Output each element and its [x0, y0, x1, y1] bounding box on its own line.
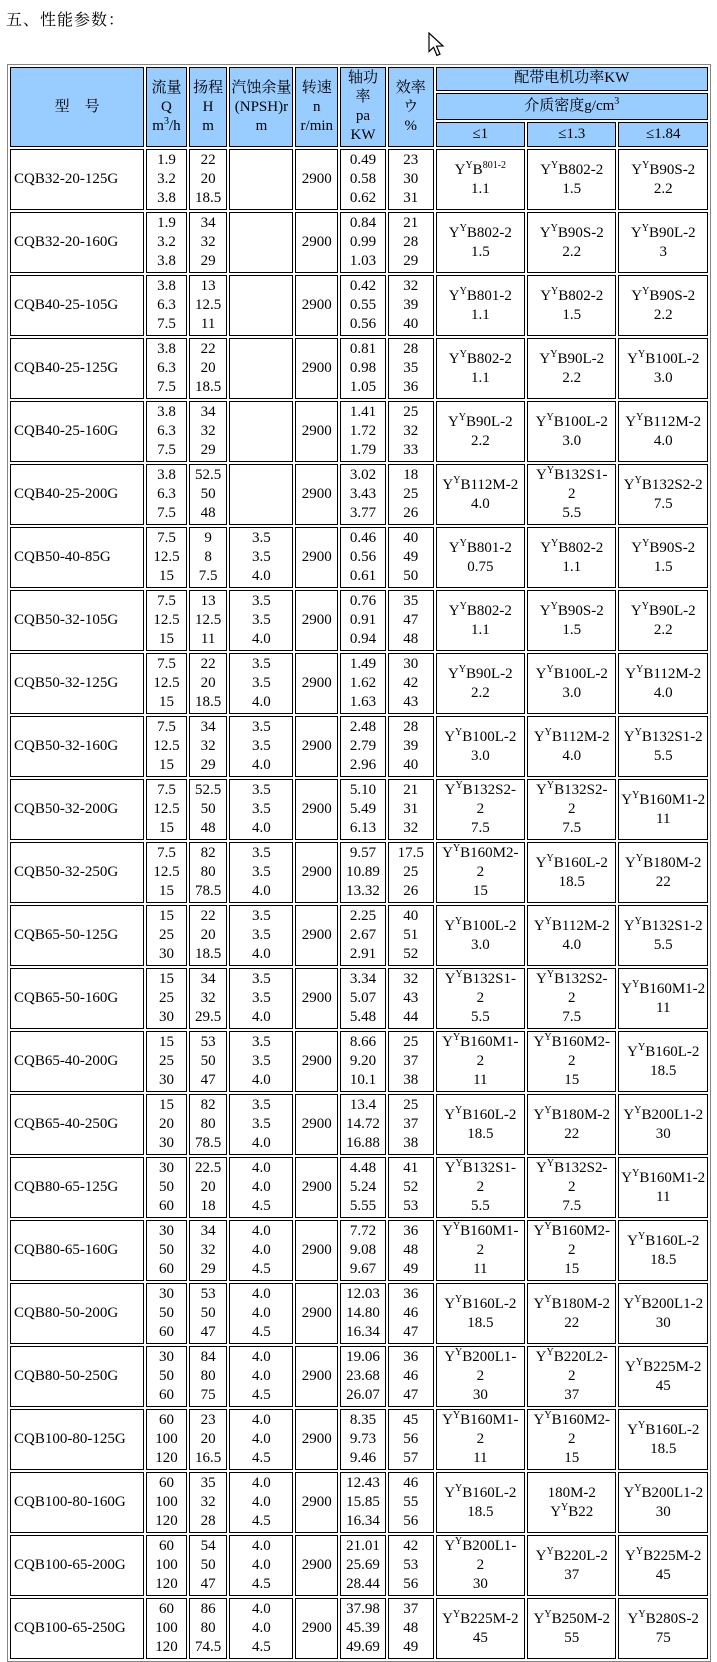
section-title: 五、性能参数：	[6, 12, 126, 29]
power-cell: 0.81 0.98 1.05	[340, 338, 386, 399]
header-density-col-2: ≤1.3	[527, 122, 616, 147]
speed-cell: 2900	[295, 1346, 338, 1407]
motor-cell-3: $Y^YB90L-2$ 3	[618, 212, 708, 273]
model-cell: CQB100-65-200G	[10, 1535, 144, 1596]
npsh-cell: 3.5 3.5 4.0	[229, 1094, 293, 1155]
npsh-cell: 4.0 4.0 4.5	[229, 1283, 293, 1344]
efficiency-cell: 21 31 32	[388, 779, 434, 840]
motor-cell-1: $Y^YB90L-2$ 2.2	[436, 653, 525, 714]
speed-cell: 2900	[295, 1283, 338, 1344]
motor-cell-3: $Y^YB90L-2$ 2.2	[618, 590, 708, 651]
model-cell: CQB50-32-105G	[10, 590, 144, 651]
npsh-cell	[229, 401, 293, 462]
speed-cell: 2900	[295, 842, 338, 903]
motor-cell-1: $Y^YB160M1-$ 2 11	[436, 1220, 525, 1281]
head-cell: 34 32 29	[189, 716, 228, 777]
efficiency-cell: 41 52 53	[388, 1157, 434, 1218]
power-cell: 9.57 10.89 13.32	[340, 842, 386, 903]
motor-cell-1: $Y^YB160M1-$ 2 11	[436, 1409, 525, 1470]
power-cell: 8.66 9.20 10.1	[340, 1031, 386, 1092]
motor-cell-3: $Y^YB180M-2$ 22	[618, 842, 708, 903]
speed-cell: 2900	[295, 1409, 338, 1470]
header-shaft-power: 轴功 率 pa KW	[340, 67, 386, 147]
motor-cell-2: $Y^YB160L-2$ 18.5	[527, 842, 616, 903]
table-row	[10, 212, 708, 273]
speed-cell: 2900	[295, 1598, 338, 1659]
motor-cell-3: $Y^YB112M-2$ 4.0	[618, 401, 708, 462]
power-cell: 4.48 5.24 5.55	[340, 1157, 386, 1218]
table-row	[10, 716, 708, 777]
efficiency-cell: 28 39 40	[388, 716, 434, 777]
efficiency-cell: 40 49 50	[388, 527, 434, 588]
model-cell: CQB80-65-160G	[10, 1220, 144, 1281]
efficiency-cell: 42 53 56	[388, 1535, 434, 1596]
model-cell: CQB50-32-250G	[10, 842, 144, 903]
motor-cell-2: $Y^YB160M2-$ 2 15	[527, 1031, 616, 1092]
npsh-cell: 3.5 3.5 4.0	[229, 653, 293, 714]
head-cell: 34 32 29	[189, 212, 228, 273]
mouse-cursor-icon	[428, 32, 445, 58]
head-cell: 34 32 29	[189, 401, 228, 462]
motor-cell-2: $Y^YB802-2$ 1.1	[527, 527, 616, 588]
motor-cell-3: $Y^YB225M-2$ 45	[618, 1346, 708, 1407]
table-row	[10, 968, 708, 1029]
npsh-cell: 4.0 4.0 4.5	[229, 1346, 293, 1407]
header-medium-density: 介质密度$g/cm^3$	[436, 93, 708, 120]
model-cell: CQB40-25-105G	[10, 275, 144, 336]
table-row	[10, 905, 708, 966]
motor-cell-3: $Y^YB280S-2$ 75	[618, 1598, 708, 1659]
head-cell: 22.5 20 18	[189, 1157, 228, 1218]
motor-cell-3: $Y^YB132S2-2$ 7.5	[618, 464, 708, 525]
motor-cell-1: $Y^YB^{801-2}$ 1.1	[436, 149, 525, 210]
model-cell: CQB50-32-125G	[10, 653, 144, 714]
efficiency-cell: 25 37 38	[388, 1031, 434, 1092]
model-cell: CQB65-40-250G	[10, 1094, 144, 1155]
efficiency-cell: 36 46 47	[388, 1346, 434, 1407]
motor-cell-2: $Y^YB112M-2$ 4.0	[527, 716, 616, 777]
head-cell: 52.5 50 48	[189, 464, 228, 525]
flow-cell: 7.5 12.5 15	[146, 653, 187, 714]
power-cell: 2.48 2.79 2.96	[340, 716, 386, 777]
motor-cell-2: $Y^YB160M2-$ 2 15	[527, 1409, 616, 1470]
motor-cell-3: $Y^YB200L1-2$ 30	[618, 1094, 708, 1155]
table-row	[10, 401, 708, 462]
motor-cell-3: $Y^YB112M-2$ 4.0	[618, 653, 708, 714]
table-row	[10, 1094, 708, 1155]
motor-cell-1: $Y^YB160L-2$ 18.5	[436, 1094, 525, 1155]
model-cell: CQB40-25-160G	[10, 401, 144, 462]
power-cell: 21.01 25.69 28.44	[340, 1535, 386, 1596]
power-cell: 0.84 0.99 1.03	[340, 212, 386, 273]
motor-cell-1: $Y^YB200L1-$ 2 30	[436, 1346, 525, 1407]
npsh-cell: 4.0 4.0 4.5	[229, 1535, 293, 1596]
table-row	[10, 149, 708, 210]
motor-cell-3: $Y^YB160M1-2$ 11	[618, 779, 708, 840]
motor-cell-2: $Y^YB180M-2$ 22	[527, 1094, 616, 1155]
flow-cell: 15 25 30	[146, 905, 187, 966]
model-cell: CQB40-25-125G	[10, 338, 144, 399]
head-cell: 54 50 47	[189, 1535, 228, 1596]
npsh-cell	[229, 464, 293, 525]
table-row	[10, 653, 708, 714]
power-cell: 19.06 23.68 26.07	[340, 1346, 386, 1407]
motor-cell-2: $Y^YB802-2$ 1.5	[527, 275, 616, 336]
speed-cell: 2900	[295, 338, 338, 399]
npsh-cell: 3.5 3.5 4.0	[229, 905, 293, 966]
model-cell: CQB100-80-125G	[10, 1409, 144, 1470]
power-cell: 0.42 0.55 0.56	[340, 275, 386, 336]
flow-cell: 60 100 120	[146, 1472, 187, 1533]
motor-cell-1: $Y^YB160L-2$ 18.5	[436, 1283, 525, 1344]
npsh-cell: 3.5 3.5 4.0	[229, 1031, 293, 1092]
npsh-cell	[229, 149, 293, 210]
model-cell: CQB100-80-160G	[10, 1472, 144, 1533]
header-flow: 流量 Q $m^3/h$	[146, 67, 187, 147]
motor-cell-2: $Y^YB132S2-$ 2 7.5	[527, 1157, 616, 1218]
motor-cell-2: $Y^YB100L-2$ 3.0	[527, 653, 616, 714]
head-cell: 9 8 7.5	[189, 527, 228, 588]
head-cell: 13 12.5 11	[189, 275, 228, 336]
motor-cell-2: $Y^YB100L-2$ 3.0	[527, 401, 616, 462]
head-cell: 23 20 16.5	[189, 1409, 228, 1470]
power-cell: 2.25 2.67 2.91	[340, 905, 386, 966]
power-cell: 1.41 1.72 1.79	[340, 401, 386, 462]
motor-cell-1: $Y^YB225M-2$ 45	[436, 1598, 525, 1659]
flow-cell: 15 20 30	[146, 1094, 187, 1155]
efficiency-cell: 32 39 40	[388, 275, 434, 336]
motor-cell-2: $Y^YB180M-2$ 22	[527, 1283, 616, 1344]
npsh-cell: 4.0 4.0 4.5	[229, 1157, 293, 1218]
motor-cell-1: $Y^YB160M2-$ 2 15	[436, 842, 525, 903]
motor-cell-1: $Y^YB112M-2$ 4.0	[436, 464, 525, 525]
efficiency-cell: 18 25 26	[388, 464, 434, 525]
motor-cell-1: $Y^YB802-2$ 1.1	[436, 590, 525, 651]
motor-cell-1: $Y^YB801-2$ 0.75	[436, 527, 525, 588]
npsh-cell: 3.5 3.5 4.0	[229, 527, 293, 588]
table-row	[10, 590, 708, 651]
header-npsh: 汽蚀余量 (NPSH)r m	[229, 67, 293, 147]
npsh-cell	[229, 275, 293, 336]
speed-cell: 2900	[295, 527, 338, 588]
efficiency-cell: 46 55 56	[388, 1472, 434, 1533]
efficiency-cell: 45 56 57	[388, 1409, 434, 1470]
efficiency-cell: 37 48 49	[388, 1598, 434, 1659]
flow-cell: 3.8 6.3 7.5	[146, 464, 187, 525]
motor-cell-3: $Y^YB160M1-2$ 11	[618, 1157, 708, 1218]
speed-cell: 2900	[295, 1535, 338, 1596]
motor-cell-1: $Y^YB802-2$ 1.5	[436, 212, 525, 273]
npsh-cell: 3.5 3.5 4.0	[229, 779, 293, 840]
model-cell: CQB100-65-250G	[10, 1598, 144, 1659]
head-cell: 34 32 29	[189, 1220, 228, 1281]
flow-cell: 60 100 120	[146, 1409, 187, 1470]
model-cell: CQB50-32-160G	[10, 716, 144, 777]
head-cell: 86 80 74.5	[189, 1598, 228, 1659]
flow-cell: 60 100 120	[146, 1598, 187, 1659]
model-cell: CQB80-65-125G	[10, 1157, 144, 1218]
efficiency-cell: 40 51 52	[388, 905, 434, 966]
motor-cell-3: $Y^YB132S1-2$ 5.5	[618, 905, 708, 966]
motor-cell-1: $Y^YB801-2$ 1.1	[436, 275, 525, 336]
motor-cell-3: $Y^YB100L-2$ 3.0	[618, 338, 708, 399]
motor-cell-2: $Y^YB220L-2$ 37	[527, 1535, 616, 1596]
flow-cell: 7.5 12.5 15	[146, 842, 187, 903]
motor-cell-3: $Y^YB160L-2$ 18.5	[618, 1409, 708, 1470]
flow-cell: 30 50 60	[146, 1157, 187, 1218]
model-cell: CQB50-40-85G	[10, 527, 144, 588]
head-cell: 13 12.5 11	[189, 590, 228, 651]
table-row	[10, 779, 708, 840]
motor-cell-3: $Y^YB200L1-2$ 30	[618, 1283, 708, 1344]
head-cell: 53 50 47	[189, 1283, 228, 1344]
table-row	[10, 1472, 708, 1533]
head-cell: 35 32 28	[189, 1472, 228, 1533]
motor-cell-2: $Y^YB132S1-$ 2 5.5	[527, 464, 616, 525]
table-row	[10, 1283, 708, 1344]
flow-cell: 3.8 6.3 7.5	[146, 338, 187, 399]
power-cell: 0.49 0.58 0.62	[340, 149, 386, 210]
motor-cell-2: $Y^YB132S2-$ 2 7.5	[527, 779, 616, 840]
head-cell: 22 20 18.5	[189, 149, 228, 210]
head-cell: 82 80 78.5	[189, 1094, 228, 1155]
flow-cell: 30 50 60	[146, 1346, 187, 1407]
motor-cell-3: $Y^YB90S-2$ 1.5	[618, 527, 708, 588]
header-speed: 转速 n r/min	[295, 67, 338, 147]
npsh-cell: 3.5 3.5 4.0	[229, 590, 293, 651]
motor-cell-2: $Y^YB112M-2$ 4.0	[527, 905, 616, 966]
performance-table	[7, 64, 711, 1662]
flow-cell: 7.5 12.5 15	[146, 716, 187, 777]
flow-cell: 1.9 3.2 3.8	[146, 212, 187, 273]
table-row	[10, 275, 708, 336]
head-cell: 22 20 18.5	[189, 905, 228, 966]
power-cell: 1.49 1.62 1.63	[340, 653, 386, 714]
table-row	[10, 1031, 708, 1092]
motor-cell-2: $Y^YB90S-2$ 1.5	[527, 590, 616, 651]
model-cell: CQB65-50-160G	[10, 968, 144, 1029]
npsh-cell: 4.0 4.0 4.5	[229, 1409, 293, 1470]
power-cell: 13.4 14.72 16.88	[340, 1094, 386, 1155]
flow-cell: 1.9 3.2 3.8	[146, 149, 187, 210]
flow-cell: 15 25 30	[146, 1031, 187, 1092]
power-cell: 0.76 0.91 0.94	[340, 590, 386, 651]
speed-cell: 2900	[295, 653, 338, 714]
speed-cell: 2900	[295, 275, 338, 336]
flow-cell: 7.5 12.5 15	[146, 527, 187, 588]
head-cell: 22 20 18.5	[189, 653, 228, 714]
motor-cell-3: $Y^YB90S-2$ 2.2	[618, 149, 708, 210]
motor-cell-2: $Y^YB220L2-$ 2 37	[527, 1346, 616, 1407]
head-cell: 52.5 50 48	[189, 779, 228, 840]
motor-cell-3: $Y^YB132S1-2$ 5.5	[618, 716, 708, 777]
header-efficiency: 效率 ウ %	[388, 67, 434, 147]
motor-cell-1: $Y^YB802-2$ 1.1	[436, 338, 525, 399]
motor-cell-1: $Y^YB132S1-$ 2 5.5	[436, 968, 525, 1029]
npsh-cell: 3.5 3.5 4.0	[229, 716, 293, 777]
table-row	[10, 1409, 708, 1470]
motor-cell-1: $Y^YB132S1-$ 2 5.5	[436, 1157, 525, 1218]
speed-cell: 2900	[295, 1094, 338, 1155]
motor-cell-1: $Y^YB160M1-$ 2 11	[436, 1031, 525, 1092]
motor-cell-2: 180M-2 $Y^YB22$	[527, 1472, 616, 1533]
speed-cell: 2900	[295, 968, 338, 1029]
motor-cell-2: $Y^YB250M-2$ 55	[527, 1598, 616, 1659]
npsh-cell	[229, 212, 293, 273]
efficiency-cell: 36 46 47	[388, 1283, 434, 1344]
flow-cell: 3.8 6.3 7.5	[146, 401, 187, 462]
model-cell: CQB80-50-250G	[10, 1346, 144, 1407]
model-cell: CQB32-20-125G	[10, 149, 144, 210]
motor-cell-2: $Y^YB90L-2$ 2.2	[527, 338, 616, 399]
head-cell: 82 80 78.5	[189, 842, 228, 903]
speed-cell: 2900	[295, 149, 338, 210]
header-motor-power-group: 配带电机功率KW	[436, 67, 708, 91]
speed-cell: 2900	[295, 401, 338, 462]
efficiency-cell: 23 30 31	[388, 149, 434, 210]
efficiency-cell: 35 47 48	[388, 590, 434, 651]
table-row	[10, 464, 708, 525]
efficiency-cell: 21 28 29	[388, 212, 434, 273]
model-cell: CQB65-50-125G	[10, 905, 144, 966]
motor-cell-2: $Y^YB802-2$ 1.5	[527, 149, 616, 210]
flow-cell: 30 50 60	[146, 1220, 187, 1281]
motor-cell-2: $Y^YB160M2-$ 2 15	[527, 1220, 616, 1281]
efficiency-cell: 25 37 38	[388, 1094, 434, 1155]
table-row	[10, 1220, 708, 1281]
table-row	[10, 1598, 708, 1659]
power-cell: 7.72 9.08 9.67	[340, 1220, 386, 1281]
table-row	[10, 842, 708, 903]
model-cell: CQB80-50-200G	[10, 1283, 144, 1344]
speed-cell: 2900	[295, 779, 338, 840]
header-model: 型 号	[10, 67, 144, 147]
motor-cell-3: $Y^YB200L1-2$ 30	[618, 1472, 708, 1533]
motor-cell-2: $Y^YB132S2-$ 2 7.5	[527, 968, 616, 1029]
speed-cell: 2900	[295, 464, 338, 525]
speed-cell: 2900	[295, 905, 338, 966]
power-cell: 37.98 45.39 49.69	[340, 1598, 386, 1659]
speed-cell: 2900	[295, 716, 338, 777]
motor-cell-1: $Y^YB90L-2$ 2.2	[436, 401, 525, 462]
motor-cell-1: $Y^YB160L-2$ 18.5	[436, 1472, 525, 1533]
table-row	[10, 1157, 708, 1218]
speed-cell: 2900	[295, 1031, 338, 1092]
speed-cell: 2900	[295, 212, 338, 273]
motor-cell-3: $Y^YB90S-2$ 2.2	[618, 275, 708, 336]
power-cell: 8.35 9.73 9.46	[340, 1409, 386, 1470]
flow-cell: 30 50 60	[146, 1283, 187, 1344]
model-cell: CQB40-25-200G	[10, 464, 144, 525]
power-cell: 3.34 5.07 5.48	[340, 968, 386, 1029]
efficiency-cell: 17.5 25 26	[388, 842, 434, 903]
motor-cell-1: $Y^YB132S2-$ 2 7.5	[436, 779, 525, 840]
flow-cell: 3.8 6.3 7.5	[146, 275, 187, 336]
table-row	[10, 1535, 708, 1596]
table-row	[10, 1346, 708, 1407]
flow-cell: 7.5 12.5 15	[146, 590, 187, 651]
flow-cell: 60 100 120	[146, 1535, 187, 1596]
npsh-cell: 4.0 4.0 4.5	[229, 1472, 293, 1533]
head-cell: 53 50 47	[189, 1031, 228, 1092]
npsh-cell: 3.5 3.5 4.0	[229, 842, 293, 903]
efficiency-cell: 30 42 43	[388, 653, 434, 714]
power-cell: 3.02 3.43 3.77	[340, 464, 386, 525]
motor-cell-1: $Y^YB200L1-$ 2 30	[436, 1535, 525, 1596]
npsh-cell: 3.5 3.5 4.0	[229, 968, 293, 1029]
table-body	[10, 67, 708, 1659]
speed-cell: 2900	[295, 1472, 338, 1533]
npsh-cell	[229, 338, 293, 399]
flow-cell: 15 25 30	[146, 968, 187, 1029]
efficiency-cell: 36 48 49	[388, 1220, 434, 1281]
speed-cell: 2900	[295, 1220, 338, 1281]
header-density-col-1: ≤1	[436, 122, 525, 147]
flow-cell: 7.5 12.5 15	[146, 779, 187, 840]
power-cell: 5.10 5.49 6.13	[340, 779, 386, 840]
motor-cell-3: $Y^YB160L-2$ 18.5	[618, 1220, 708, 1281]
model-cell: CQB50-32-200G	[10, 779, 144, 840]
efficiency-cell: 28 35 36	[388, 338, 434, 399]
motor-cell-1: $Y^YB100L-2$ 3.0	[436, 716, 525, 777]
head-cell: 34 32 29.5	[189, 968, 228, 1029]
motor-cell-2: $Y^YB90S-2$ 2.2	[527, 212, 616, 273]
motor-cell-3: $Y^YB160M1-2$ 11	[618, 968, 708, 1029]
npsh-cell: 4.0 4.0 4.5	[229, 1220, 293, 1281]
model-cell: CQB32-20-160G	[10, 212, 144, 273]
power-cell: 0.46 0.56 0.61	[340, 527, 386, 588]
efficiency-cell: 25 32 33	[388, 401, 434, 462]
head-cell: 22 20 18.5	[189, 338, 228, 399]
motor-cell-1: $Y^YB100L-2$ 3.0	[436, 905, 525, 966]
npsh-cell: 4.0 4.0 4.5	[229, 1598, 293, 1659]
power-cell: 12.03 14.80 16.34	[340, 1283, 386, 1344]
table-row	[10, 338, 708, 399]
motor-cell-3: $Y^YB160L-2$ 18.5	[618, 1031, 708, 1092]
speed-cell: 2900	[295, 590, 338, 651]
motor-cell-3: $Y^YB225M-2$ 45	[618, 1535, 708, 1596]
speed-cell: 2900	[295, 1157, 338, 1218]
header-row	[10, 67, 708, 91]
header-density-col-3: ≤1.84	[618, 122, 708, 147]
head-cell: 84 80 75	[189, 1346, 228, 1407]
table-row	[10, 527, 708, 588]
model-cell: CQB65-40-200G	[10, 1031, 144, 1092]
power-cell: 12.43 15.85 16.34	[340, 1472, 386, 1533]
efficiency-cell: 32 43 44	[388, 968, 434, 1029]
header-head: 扬程 H m	[189, 67, 228, 147]
